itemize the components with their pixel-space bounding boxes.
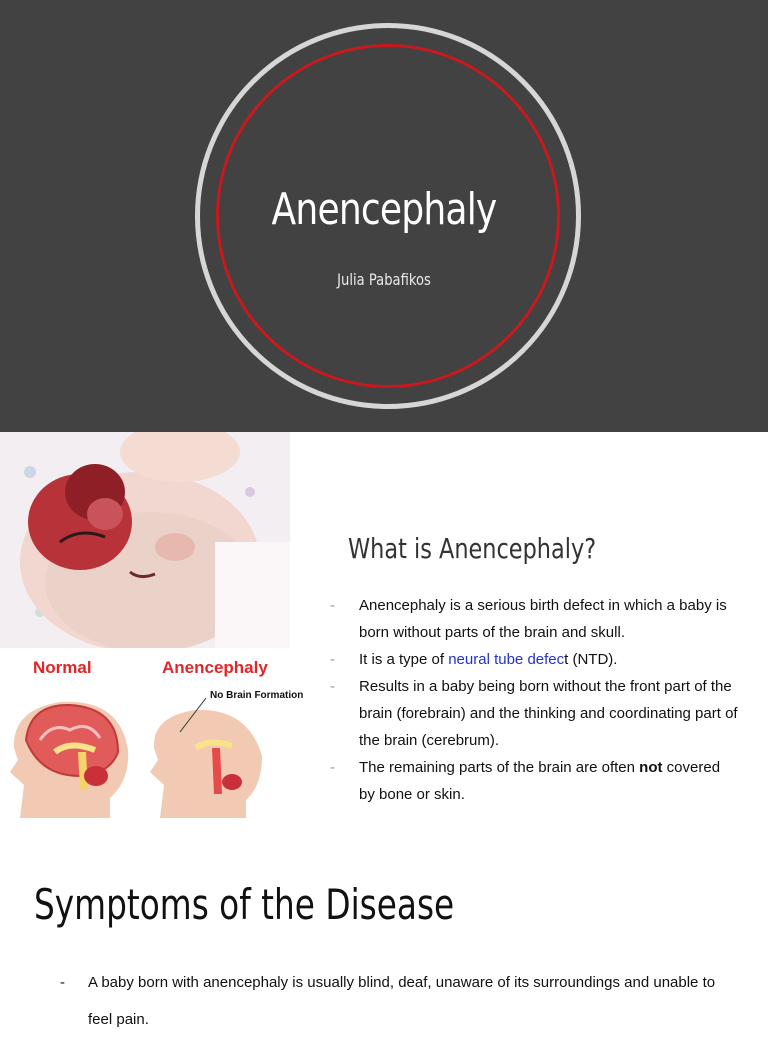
bullet-text-post: t (NTD). [564, 651, 618, 668]
definition-bullet-list [330, 592, 740, 808]
bullet-dash: - [330, 651, 335, 668]
bullet-text-post: covered by bone or skin. [359, 759, 721, 803]
bullet-text: Anencephaly is a serious birth defect in which a baby is born without parts of the brain and skull. [359, 597, 727, 641]
bullet-text: Results in a baby being born without the front part of the brain (forebrain) and the thinking and coordinating part of the brain (cerebrum). [359, 678, 738, 749]
title-slide [0, 0, 768, 432]
bullet-dash: - [330, 597, 335, 614]
brain-comparison-diagram [0, 650, 304, 820]
bullet-text-pre: It is a type of [359, 651, 449, 668]
diagram-label-normal: Normal [33, 658, 92, 677]
bullet-text-pre: The remaining parts of the brain are often [359, 759, 640, 776]
diagram-label-anencephaly: Anencephaly [162, 658, 268, 677]
definition-heading: What is Anencephaly? [348, 532, 597, 565]
presentation-title: Anencephaly [271, 184, 497, 235]
diagram-annotation: No Brain Formation [210, 690, 304, 701]
definition-bullet [330, 673, 740, 754]
symptoms-heading: Symptoms of the Disease [34, 880, 455, 929]
symptoms-bullet-list [60, 964, 740, 1038]
definition-slide [0, 432, 768, 852]
brain-heads-illustration [0, 690, 290, 820]
bullet-text-bold: not [639, 759, 663, 776]
bullet-dash: - [330, 759, 335, 776]
bullet-dash: - [60, 974, 65, 991]
bullet-text: A baby born with anencephaly is usually blind, deaf, unaware of its surroundings and unable to feel pain. [88, 974, 716, 1028]
symptoms-bullet [60, 964, 740, 1038]
definition-bullet [330, 754, 740, 808]
newborn-photo [0, 432, 290, 648]
definition-bullet [330, 646, 740, 673]
definition-bullet [330, 592, 740, 646]
symptoms-slide [0, 852, 768, 1028]
neural-tube-defect-link[interactable]: neural tube defec [448, 651, 565, 668]
presentation-author: Julia Pabafikos [337, 270, 431, 289]
bullet-dash: - [330, 678, 335, 695]
